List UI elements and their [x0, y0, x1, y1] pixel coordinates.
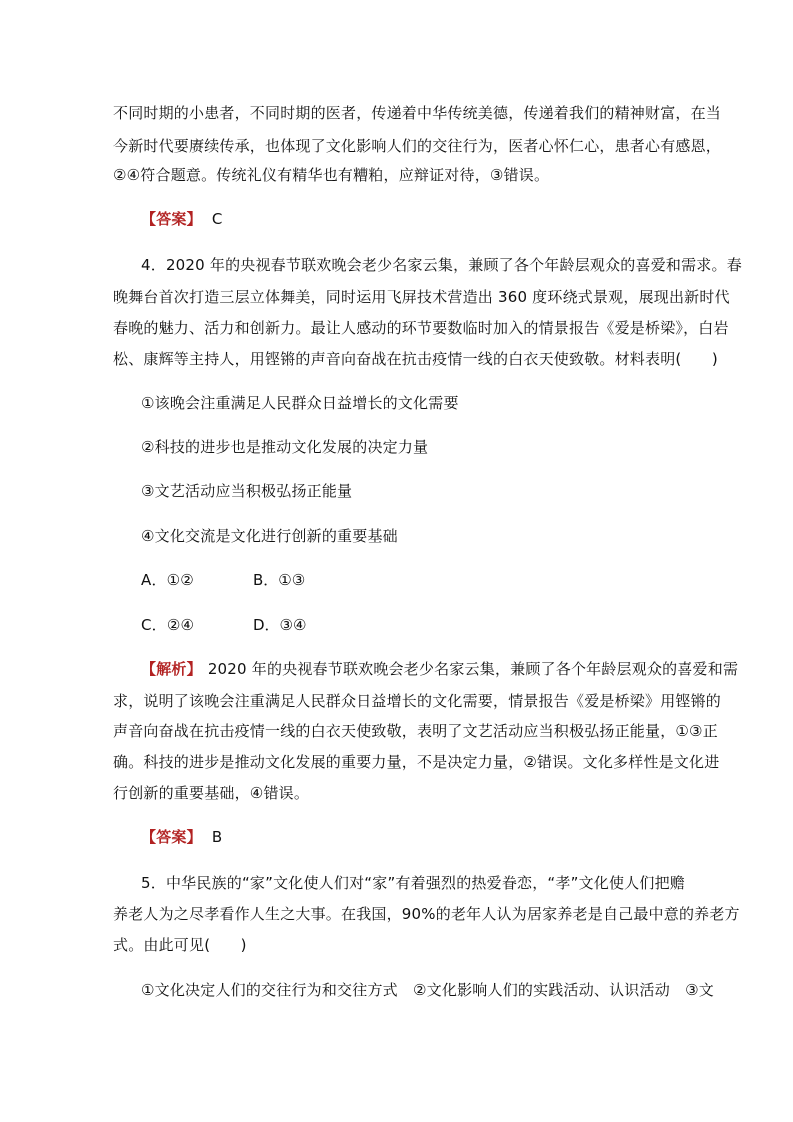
analysis-line: 求，说明了该晚会注重满足人民群众日益增长的文化需要，情景报告《爱是桥梁》用铿锵的 [113, 692, 722, 710]
question-stem-line: 养老人为之尽孝看作人生之大事。在我国，90%的老年人认为居家养老是自己最中意的养老方 [113, 905, 740, 923]
analysis-line: 确。科技的进步是推动文化发展的重要力量，不是决定力量，②错误。文化多样性是文化进 [113, 753, 720, 771]
statement-item: ②科技的进步也是推动文化发展的决定力量 [141, 438, 429, 456]
answer-tag: 【答案】 [141, 828, 202, 846]
analysis-line: 行创新的重要基础，④错误。 [113, 784, 310, 802]
paragraph-line: 今新时代要赓续传承，也体现了文化影响人们的交往行为，医者心怀仁心，患者心有感恩， [113, 137, 722, 155]
question-stem-line: 5．中华民族的“家”文化使人们对“家”有着强烈的热爱眷恋，“孝”文化使人们把赡 [141, 874, 685, 892]
paragraph-line: 不同时期的小患者，不同时期的医者，传递着中华传统美德，传递着我们的精神财富，在当 [113, 104, 722, 122]
question-stem-line: 晚舞台首次打造三层立体舞美，同时运用飞屏技术营造出 360 度环绕式景观，展现出新时代 [113, 288, 730, 306]
option-d: D．③④ [253, 616, 307, 634]
question-stem-line: 4．2020 年的央视春节联欢晚会老少名家云集，兼顾了各个年龄层观众的喜爱和需求。春 [141, 256, 742, 274]
answer-line [141, 827, 222, 847]
statement-item: ④文化交流是文化进行创新的重要基础 [141, 527, 398, 545]
statement-item: ①文化决定人们的交往行为和交往方式 ②文化影响人们的实践活动、认识活动 ③文 [141, 981, 714, 999]
statement-item: ①该晚会注重满足人民群众日益增长的文化需要 [141, 394, 459, 412]
analysis-line: 声音向奋战在抗击疫情一线的白衣天使致敬，表明了文艺活动应当积极弘扬正能量，①③正 [113, 722, 718, 740]
paragraph-line: ②④符合题意。传统礼仪有精华也有糟粕，应辩证对待，③错误。 [113, 166, 550, 184]
analysis-tag: 【解析】 [141, 660, 202, 678]
answer-value: B [211, 828, 223, 846]
answer-value: C [211, 210, 223, 228]
answer-tag: 【答案】 [141, 210, 202, 228]
analysis-line [141, 659, 738, 679]
answer-line [141, 209, 223, 229]
question-stem-line: 春晚的魅力、活力和创新力。最让人感动的环节要数临时加入的情景报告《爱是桥梁》，白岩 [113, 319, 729, 337]
statement-item: ③文艺活动应当积极弘扬正能量 [141, 482, 353, 500]
question-stem-line: 松、康辉等主持人，用铿锵的声音向奋战在抗击疫情一线的白衣天使致敬。材料表明( ) [113, 350, 718, 368]
option-c: C．②④ [141, 616, 195, 634]
analysis-text: 2020 年的央视春节联欢晚会老少名家云集，兼顾了各个年龄层观众的喜爱和需 [207, 660, 739, 678]
question-stem-line: 式。由此可见( ) [113, 936, 247, 954]
option-a: A．①② [141, 571, 194, 589]
option-b: B．①③ [253, 571, 306, 589]
